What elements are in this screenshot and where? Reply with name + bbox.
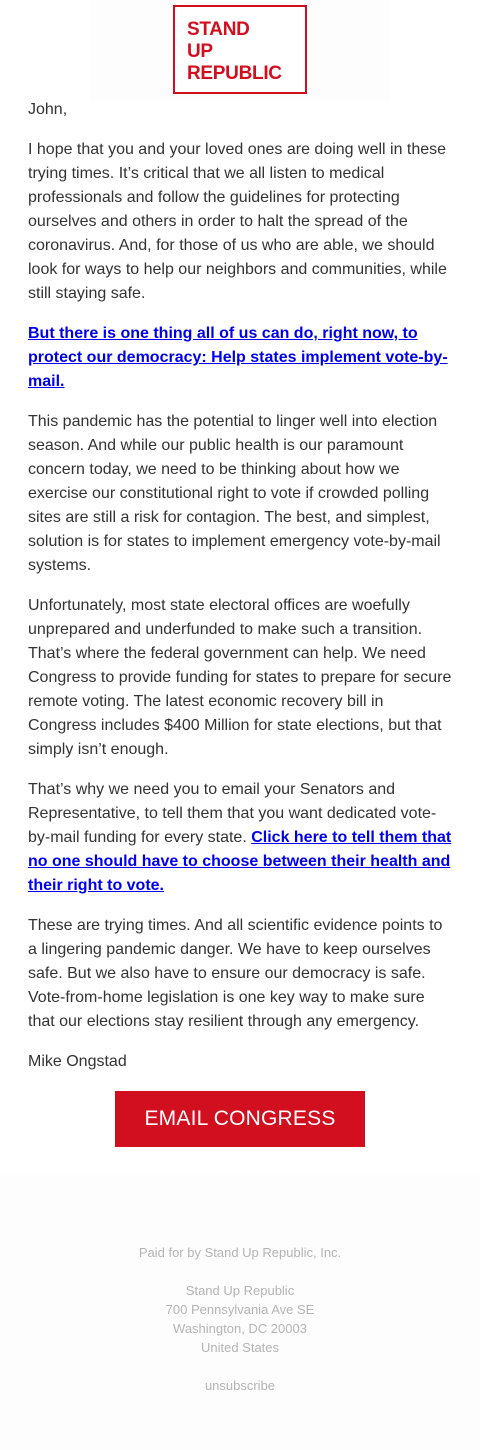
cta-container: [115, 1091, 365, 1147]
email-congress-button[interactable]: EMAIL CONGRESS: [115, 1091, 365, 1147]
paragraph-email-senators: [28, 778, 454, 898]
email-senators-text: That’s why we need you to email your Senators and Representative, to tell them that you want dedicated vote-by-mail funding for every state.: [28, 781, 437, 846]
stand-up-republic-logo[interactable]: [173, 5, 307, 94]
footer-city: Washington, DC 20003: [173, 1321, 307, 1336]
signature: Mike Ongstad: [28, 1053, 127, 1070]
paragraph-vote-by-mail-link-wrapper: [28, 322, 454, 394]
footer: [0, 1175, 480, 1450]
paragraph-closing: These are trying times. And all scientific evidence points to a lingering pandemic danger. We have to keep ourselves safe. But we also have to ensure our democracy is safe. Vote-from-home legislation is one key way to make sure that our elections stay resilient through any emergency.: [28, 917, 443, 1030]
logo-line-1: STAND: [187, 19, 250, 40]
letter-body: [28, 98, 454, 1090]
paragraph-intro: I hope that you and your loved ones are doing well in these trying times. It’s critical that we all listen to medical professionals and follow the guidelines for protecting ourselves and others in order to halt the spread of the coronavirus. And, for those of us who are able, we should look for ways to help our neighbors and communities, while still staying safe.: [28, 141, 447, 302]
footer-country: United States: [200, 1340, 280, 1355]
greeting: John,: [28, 101, 68, 118]
unsubscribe-link[interactable]: unsubscribe: [204, 1378, 276, 1393]
footer-org-name: Stand Up Republic: [185, 1283, 295, 1298]
unsubscribe-wrapper: [0, 1376, 480, 1395]
paragraph-pandemic: This pandemic has the potential to linger well into election season. And while our public health is our paramount concern today, we need to be thinking about how we exercise our constitutional right to vote if crowded polling sites are still a risk for contagion. The best, and simplest, solution is for states to implement emergency vote-by-mail systems.: [28, 413, 441, 574]
paid-for-disclaimer: Paid for by Stand Up Republic, Inc.: [138, 1245, 342, 1260]
logo-line-2: UP: [187, 41, 213, 62]
vote-by-mail-link[interactable]: But there is one thing all of us can do, right now, to protect our democracy: Help states implement vote-by-mail.: [28, 325, 448, 390]
tell-them-link[interactable]: Click here to tell them that no one should have to choose between their health and their right to vote.: [28, 829, 452, 894]
logo-line-3: REPUBLIC: [187, 63, 282, 84]
paragraph-funding: Unfortunately, most state electoral offices are woefully unprepared and underfunded to make such a transition. That’s where the federal government can help. We need Congress to provide funding for states to prepare for secure remote voting. The latest economic recovery bill in Congress includes $400 Million for state elections, but that simply isn’t enough.: [28, 597, 452, 758]
footer-street: 700 Pennsylvania Ave SE: [165, 1302, 315, 1317]
footer-address: [0, 1281, 480, 1357]
